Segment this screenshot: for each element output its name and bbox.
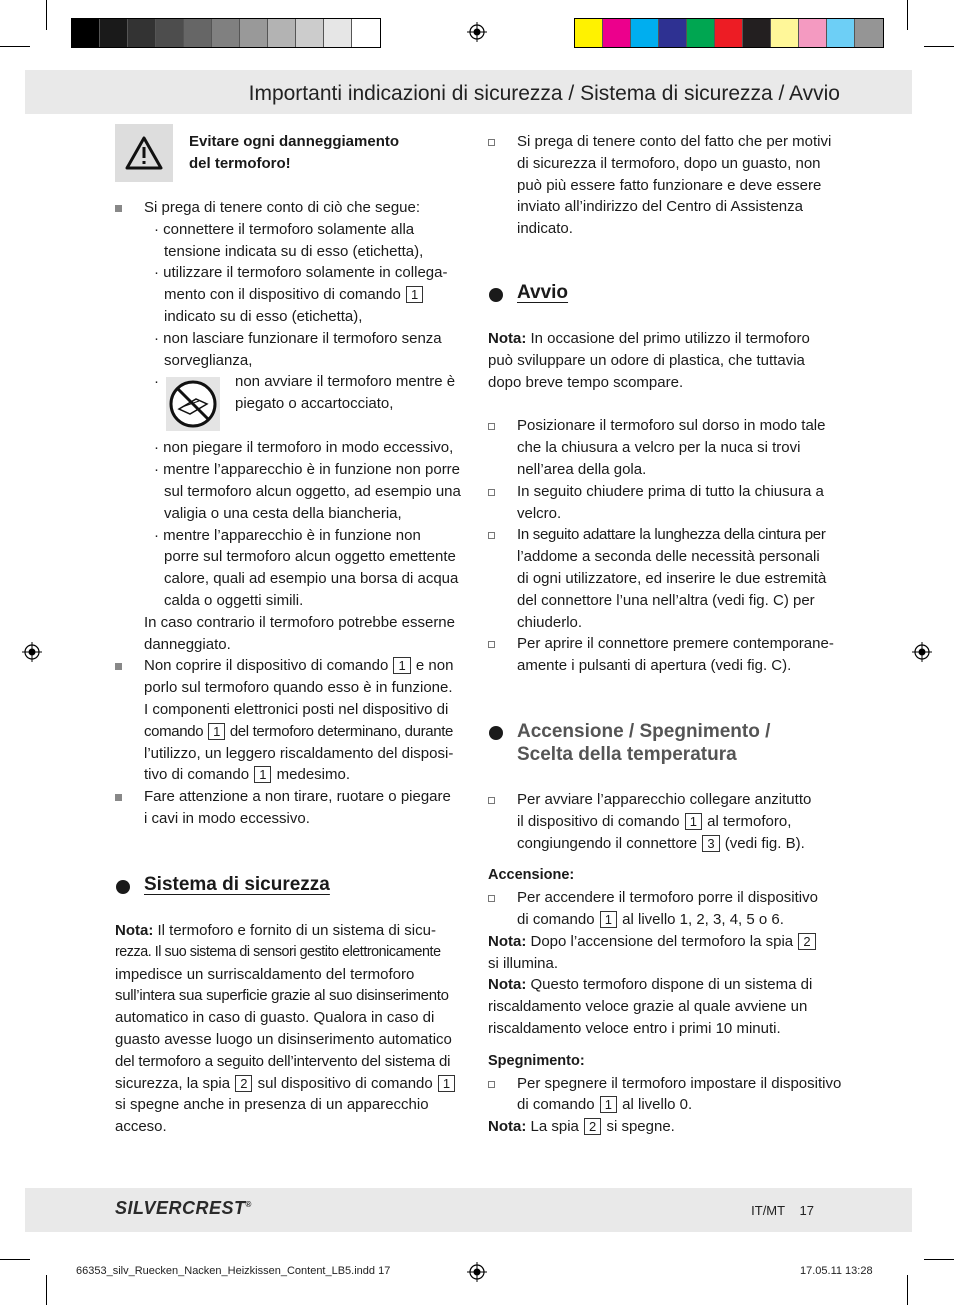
- list-item: Per spegnere il termoforo impostare il dispositivo di comando 1 al livello 0.: [488, 1073, 843, 1117]
- sicurezza-text: Nota: Il termoforo e fornito di un sistema di sicu- rezza. Il suo sistema di sensori gestito elettronicamente impedisce un surriscaldamento del termoforo sull’intera sua superficie grazie al suo disinserimento automatico in caso di guasto. Qualora in caso di guasto avesse luogo un disinserimento automatico del termoforo a seguito dell’intervento del sistema di sicurezza, la spia 2 sul dispositivo di comando 1 si spegne anche in presenza di un apparecchio acceso.: [115, 920, 465, 1138]
- checkbox-bullet-icon: [488, 641, 495, 648]
- warning-triangle-icon: [124, 135, 164, 171]
- process-swatch: [603, 19, 631, 47]
- registration-mark-icon: [467, 1262, 487, 1282]
- gray-swatch: [184, 19, 212, 47]
- gray-swatch: [352, 19, 380, 47]
- section-bullet-icon: [116, 880, 130, 894]
- ref-box-1: 1: [208, 723, 225, 740]
- registration-mark-icon: [22, 642, 42, 662]
- crop-mark: [924, 1259, 954, 1260]
- page-header: [25, 70, 912, 114]
- list-item: In seguito chiudere prima di tutto la chiusura a velcro.: [488, 481, 843, 525]
- process-swatch: [575, 19, 603, 47]
- page-info: IT/MT 17: [751, 1203, 814, 1218]
- registration-mark-icon: [467, 22, 487, 42]
- process-swatch: [799, 19, 827, 47]
- crop-mark: [0, 1259, 30, 1260]
- process-swatch: [687, 19, 715, 47]
- list-item: Posizionare il termoforo sul dorso in modo tale che la chiusura a velcro per la nuca si trovi nell’area della gola.: [488, 415, 843, 480]
- gray-swatch: [128, 19, 156, 47]
- list-item: Per aprire il connettore premere contemporane- amente i pulsanti di apertura (vedi fig. C).: [488, 633, 843, 677]
- list-item: Non coprire il dispositivo di comando 1 e non porlo sul termoforo quando esso è in funzione. I componenti elettronici posti nel dispositivo di comando 1 del termoforo determinano, durante l’utilizzo, un leggero riscaldamento del disposi- tivo di comando 1 medesimo.: [115, 655, 465, 786]
- process-swatch: [659, 19, 687, 47]
- gray-swatch: [268, 19, 296, 47]
- list-item: Si prega di tenere conto del fatto che per motivi di sicurezza il termoforo, dopo un guasto, non può più essere fatto funzionare e deve essere inviato all’indirizzo del Centro di Assistenza indicato.: [488, 131, 843, 240]
- process-swatch: [771, 19, 799, 47]
- checkbox-bullet-icon: [488, 797, 495, 804]
- crop-mark: [46, 0, 47, 30]
- process-swatch: [855, 19, 883, 47]
- left-bullets: [115, 197, 465, 830]
- fold-warning-item: · non avviare il termoforo mentre è piegato o accartocciato,: [154, 371, 465, 437]
- checkbox-bullet-icon: [488, 139, 495, 146]
- crop-mark: [907, 1275, 908, 1305]
- gray-color-bar: [71, 18, 381, 48]
- sub-list: · connettere il termoforo solamente alla tensione indicata su di esso (etichetta), · utilizzare il termoforo solamente in collega- mento con il dispositivo di comando 1 indicato su di esso (etichetta), · non lasciare funzionare il termoforo senza sorveglianza, · non avviare il termoforo mentre è piegato o accartocciato, · non piegare il termoforo in modo eccessivo, · mentre l’apparecchio è in funzione non porre sul termoforo alcun oggetto, ad esempio una valigia o una cesta della biancheria, · mentre l’apparecchio è in funzione non porre sul termoforo alcun oggetto emettente calore, quali ad esempio una borsa di acqua calda o oggetti simili.: [144, 219, 465, 612]
- crop-mark: [907, 0, 908, 30]
- ref-box-1: 1: [254, 766, 271, 783]
- ref-box-2: 2: [798, 933, 815, 950]
- ref-box-1: 1: [685, 813, 702, 830]
- process-swatch: [827, 19, 855, 47]
- section-heading-avvio: Avvio: [517, 282, 569, 303]
- gray-swatch: [212, 19, 240, 47]
- process-swatch: [631, 19, 659, 47]
- ref-box-3: 3: [702, 835, 719, 852]
- checkbox-bullet-icon: [488, 532, 495, 539]
- ref-box-1: 1: [438, 1075, 455, 1092]
- checkbox-bullet-icon: [488, 895, 495, 902]
- crop-mark: [924, 46, 954, 47]
- accensione-text: Per avviare l’apparecchio collegare anzitutto il dispositivo di comando 1 al termoforo, congiungendo il connettore 3 (vedi fig. B). Accensione: Per accendere il termoforo porre il dispositivo di comando 1 al livello 1, 2, 3, 4, 5 o 6. Nota: Dopo l’accensione del termoforo la spia 2 si illumina. Nota: Questo termoforo dispone di un sistema di riscaldamento veloce grazie al quale avviene un riscaldamento veloce entro i primi 10 minuti. Spegnimento: Per spegnere il termoforo impostare il dispositivo di comando 1 al livello 0. Nota: La spia 2 si spegne.: [488, 791, 842, 1136]
- ref-box-1: 1: [393, 657, 410, 674]
- section-bullet-icon: [489, 726, 503, 740]
- checkbox-bullet-icon: [488, 489, 495, 496]
- bullet-icon: [115, 794, 122, 801]
- checkbox-bullet-icon: [488, 1081, 495, 1088]
- process-color-bar: [574, 18, 884, 48]
- list-item: Fare attenzione a non tirare, ruotare o piegare i cavi in modo eccessivo.: [115, 786, 465, 830]
- gray-swatch: [100, 19, 128, 47]
- file-slug: 66353_silv_Ruecken_Nacken_Heizkissen_Content_LB5.indd 17: [76, 1265, 391, 1277]
- registration-mark-icon: [912, 642, 932, 662]
- ref-box-1: 1: [600, 1096, 617, 1113]
- section-heading-sicurezza: Sistema di sicurezza: [144, 874, 330, 895]
- page-number: 17: [799, 1203, 814, 1218]
- page-title: Importanti indicazioni di sicurezza / Sistema di sicurezza / Avvio: [248, 82, 840, 105]
- process-swatch: [715, 19, 743, 47]
- list-item: Per accendere il termoforo porre il dispositivo di comando 1 al livello 1, 2, 3, 4, 5 o 6.: [488, 887, 843, 931]
- crop-mark: [0, 46, 30, 47]
- warning-box: [115, 124, 173, 182]
- date-slug: 17.05.11 13:28: [800, 1265, 873, 1277]
- avvio-text: Nota: In occasione del primo utilizzo il termoforo può sviluppare un odore di plastica, che tuttavia dopo breve tempo scompare. Posizionare il termoforo sul dorso in modo tale che la chiusura a velcro per la nuca si trovi nell’area della gola. In seguito chiudere prima di tutto la chiusura a velcro. In seguito adattare la lunghezza della cintura per l’addome a seconda delle necessità personali di ogni utilizzatore, ed inserire le due estremità del connettore l’una nell’altra (vedi fig. C) per chiuderlo. Per aprire il connettore premere contemporane- amente i pulsanti di apertura (vedi fig. C).: [488, 328, 843, 677]
- gray-swatch: [296, 19, 324, 47]
- right-top: [488, 131, 843, 240]
- section-heading-accensione: Accensione / Spegnimento / Scelta della temperatura: [517, 721, 771, 765]
- crop-mark: [46, 1275, 47, 1305]
- list-item: Si prega di tenere conto di ciò che segue: · connettere il termoforo solamente alla tensione indicata su di esso (etichetta), · utilizzare il termoforo solamente in collega- mento con il dispositivo di comando 1 indicato su di esso (etichetta), · non lasciare funzionare il termoforo senza sorveglianza, · non avviare il termoforo mentre è piegato o accartocciato, · non piegare il termoforo in modo eccessivo, · mentre l’apparecchio è in funzione non porre sul termoforo alcun oggetto, ad esempio una valigia o una cesta della biancheria, · mentre l’apparecchio è in funzione non porre sul termoforo alcun oggetto emettente calore, quali ad esempio una borsa di acqua calda o oggetti simili. In caso contrario il termoforo potrebbe esserne danneggiato.: [115, 197, 465, 655]
- gray-swatch: [156, 19, 184, 47]
- bullet-icon: [115, 663, 122, 670]
- brand-logo: SILVERCREST®: [115, 1198, 252, 1218]
- list-item: Per avviare l’apparecchio collegare anzitutto il dispositivo di comando 1 al termoforo, congiungendo il connettore 3 (vedi fig. B).: [488, 789, 843, 854]
- warning-text: Evitare ogni danneggiamento del termoforo!: [189, 133, 400, 172]
- gray-swatch: [324, 19, 352, 47]
- no-folding-icon: [166, 377, 220, 431]
- process-swatch: [743, 19, 771, 47]
- ref-box-1: 1: [600, 911, 617, 928]
- bullet-icon: [115, 205, 122, 212]
- ref-box-2: 2: [584, 1118, 601, 1135]
- gray-swatch: [240, 19, 268, 47]
- ref-box-2: 2: [235, 1075, 252, 1092]
- list-item: In seguito adattare la lunghezza della cintura per l’addome a seconda delle necessità personali di ogni utilizzatore, ed inserire le due estremità del connettore l’una nell’altra (vedi fig. C) per chiuderlo.: [488, 524, 843, 633]
- ref-box-1: 1: [406, 286, 423, 303]
- section-bullet-icon: [489, 288, 503, 302]
- checkbox-bullet-icon: [488, 423, 495, 430]
- gray-swatch: [72, 19, 100, 47]
- page-footer: [25, 1188, 912, 1232]
